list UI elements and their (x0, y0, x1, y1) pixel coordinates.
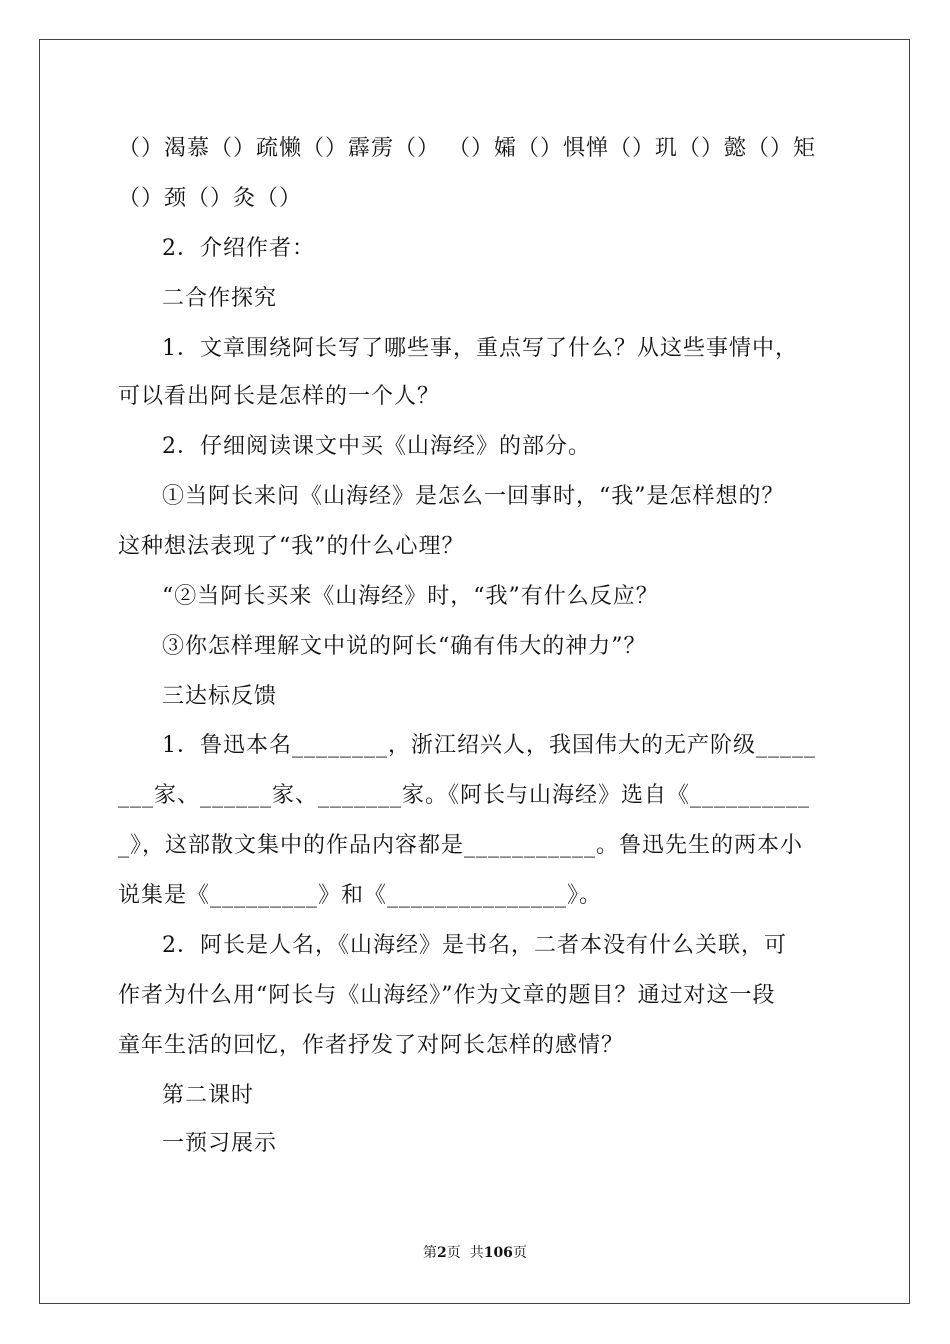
text-line: 这种想法表现了“我”的什么心理？ (118, 534, 465, 559)
section-heading: 三达标反馈 (162, 684, 278, 709)
text-line: （）渴慕（）疏懒（）霹雳（） （）孀（）惧惮（）玑（）懿（）矩 (118, 136, 816, 161)
text-line: 作者为什么用“阿长与《山海经》”作为文章的题目？通过对这一段 (118, 983, 776, 1008)
section-heading: 第二课时 (162, 1083, 255, 1108)
total-page-number: 106 (483, 1245, 513, 1261)
footer-prefix: 第 (423, 1245, 438, 1261)
current-page-number: 2 (437, 1245, 447, 1261)
text-line: 2．介绍作者： (162, 236, 315, 261)
text-line: _》，这部散文集中的作品内容都是___________。鲁迅先生的两本小 (118, 833, 804, 858)
text-line: 1．文章围绕阿长写了哪些事，重点写了什么？从这些事情中， (162, 336, 798, 361)
text-line: 说集是《_________》和《_______________》。 (118, 883, 603, 908)
text-line: 1．鲁迅本名________，浙江绍兴人，我国伟大的无产阶级_____ (162, 733, 816, 758)
text-line: ①当阿长来问《山海经》是怎么一回事时，“我”是怎样想的？ (162, 484, 785, 509)
footer-mid: 页 共 (446, 1245, 484, 1261)
page-footer (0, 1244, 950, 1262)
footer-suffix: 页 (512, 1245, 527, 1261)
text-line: ③你怎样理解文中说的阿长“确有伟大的神力”？ (162, 634, 647, 659)
text-line: 可以看出阿长是怎样的一个人？ (118, 384, 441, 409)
text-line: （）颈（）灸（） (118, 186, 303, 211)
text-line: 2．仔细阅读课文中买《山海经》的部分。 (162, 434, 591, 459)
text-line: ___家、______家、_______家。《阿长与山海经》选自《__________ (118, 783, 811, 808)
section-heading: 一预习展示 (162, 1131, 278, 1156)
text-line: 童年生活的回忆，作者抒发了对阿长怎样的感情？ (118, 1033, 625, 1058)
page-border (39, 39, 910, 1304)
text-line: 2．阿长是人名，《山海经》是书名，二者本没有什么关联，可 (162, 933, 787, 958)
section-heading: 二合作探究 (162, 286, 278, 311)
text-line: “②当阿长买来《山海经》时，“我”有什么反应？ (162, 584, 659, 609)
